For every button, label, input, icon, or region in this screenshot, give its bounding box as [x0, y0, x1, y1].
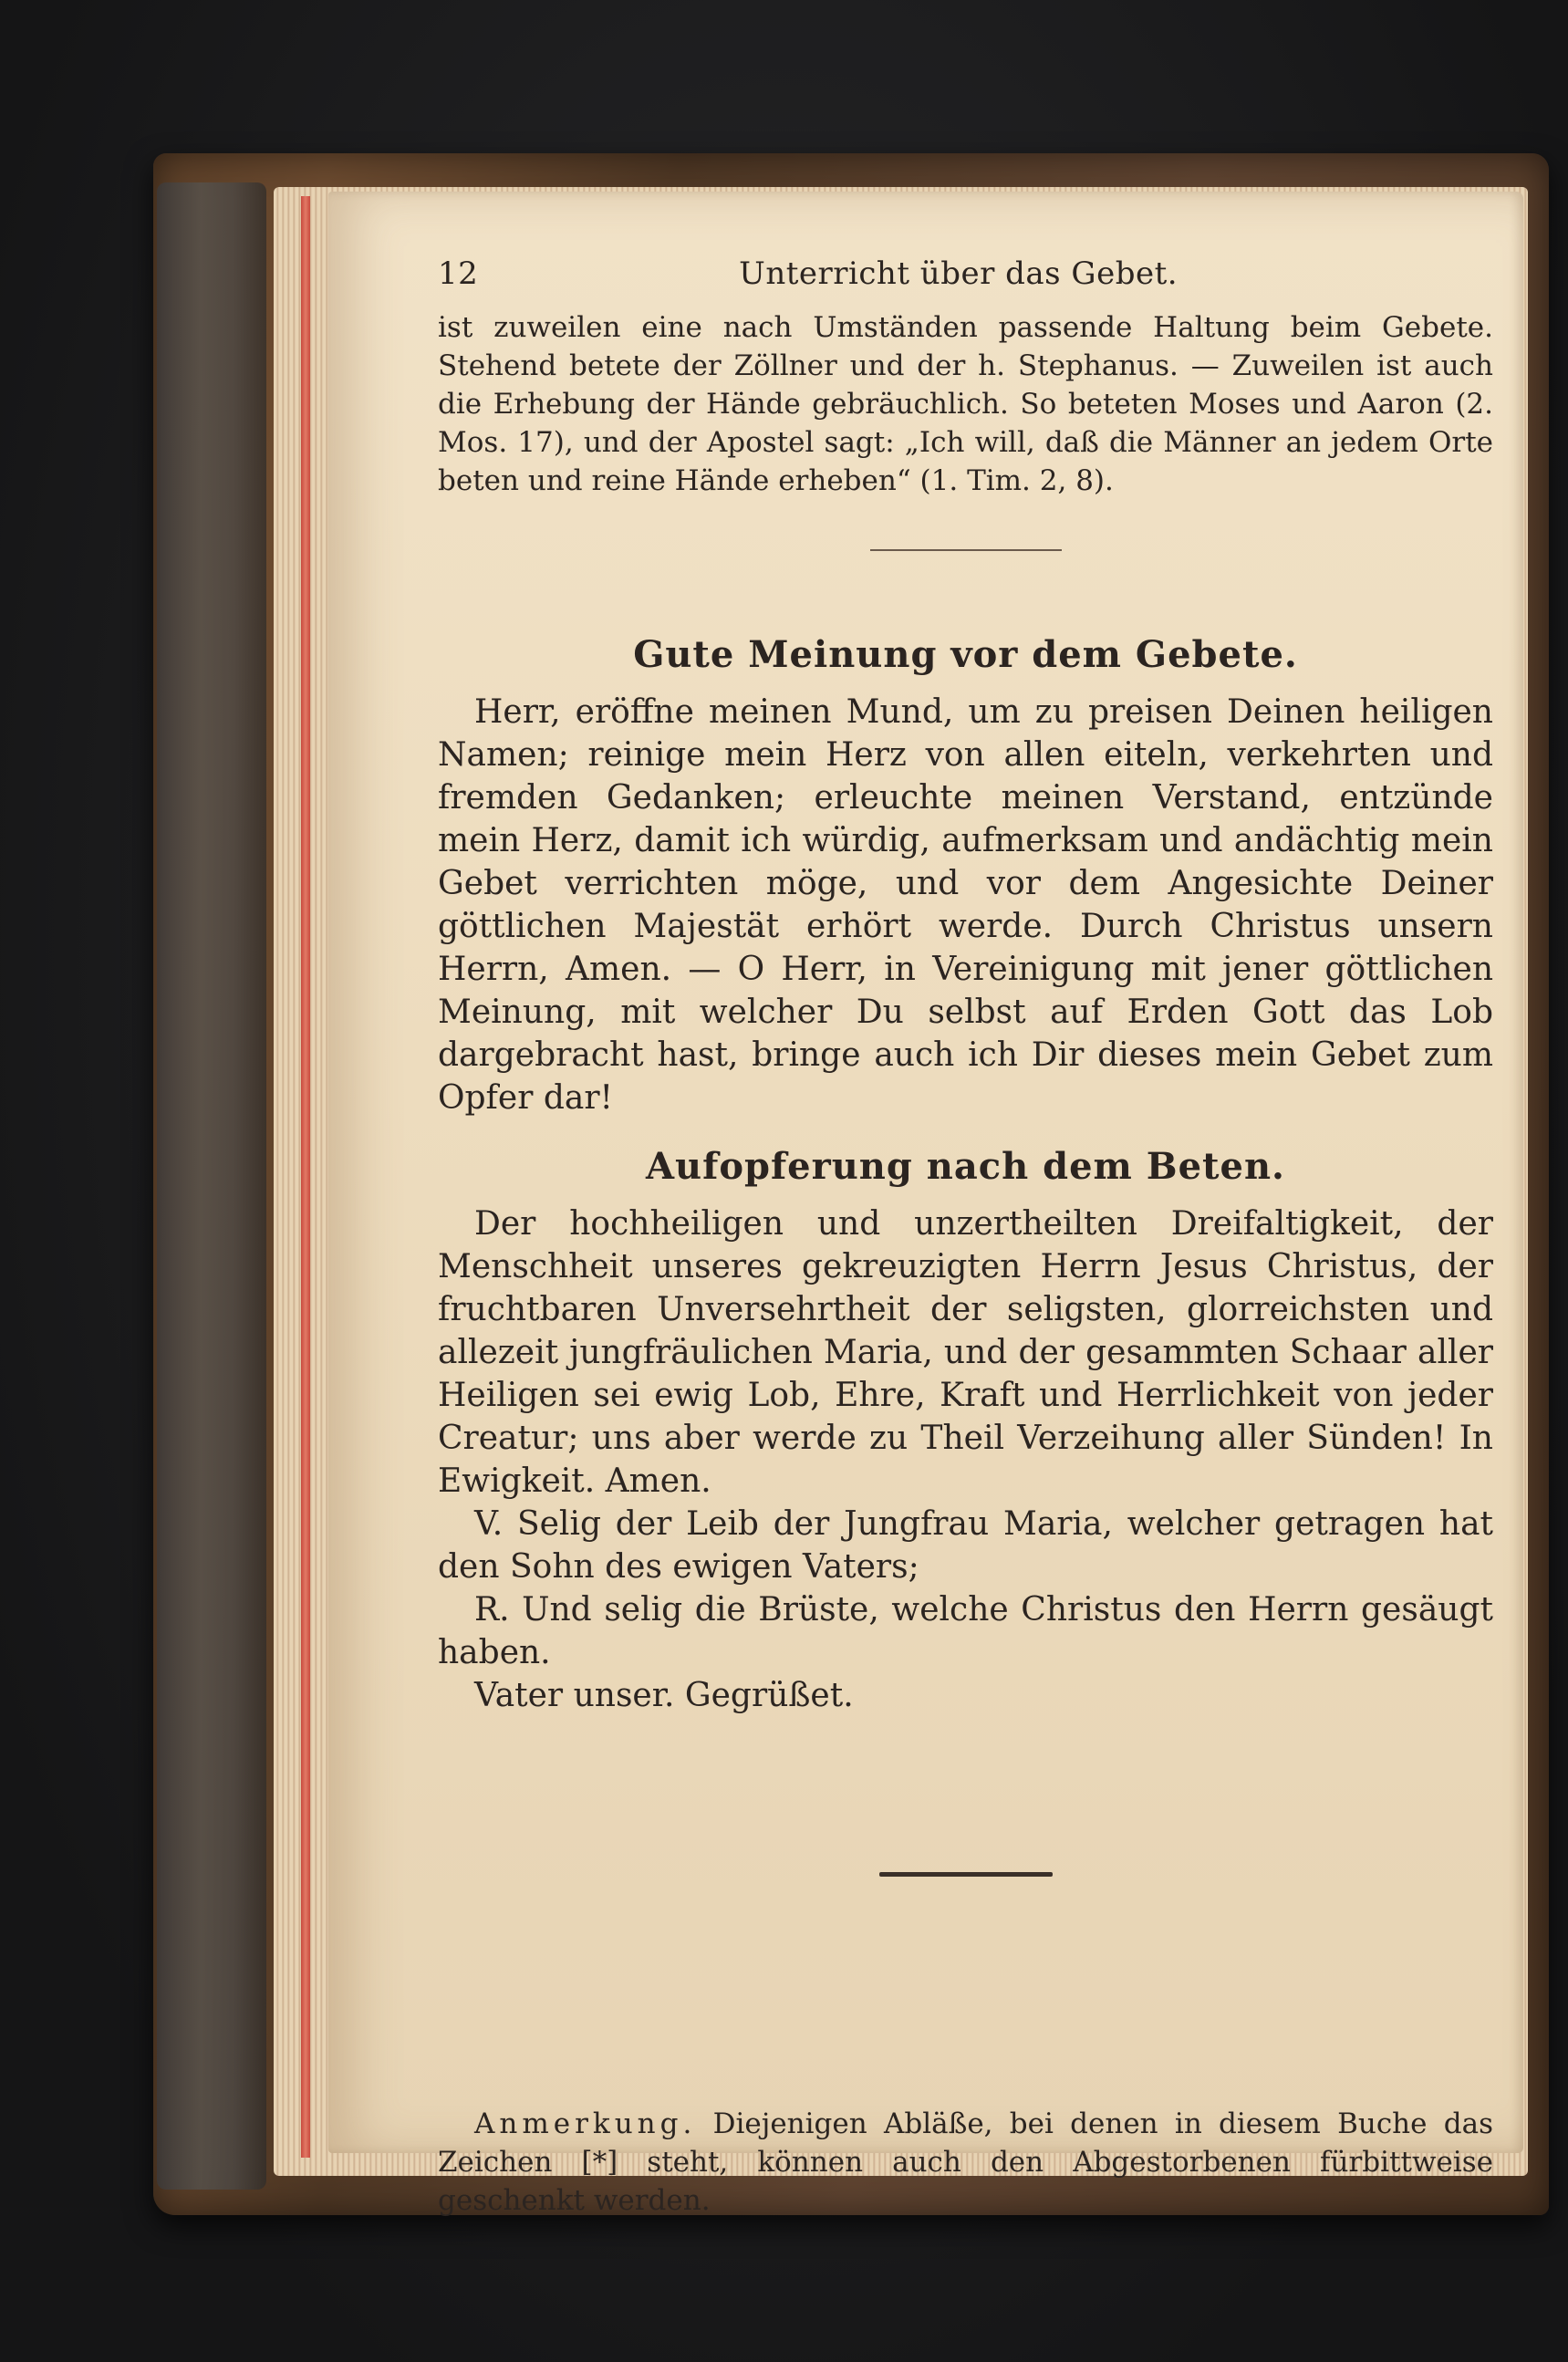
intro-paragraph: ist zuweilen eine nach Umständen passende Haltung beim Gebete. Stehend betete der Zöllner und der h. Stephanus. — Zuweilen ist auch die Erhebung der Hände gebräuchlich. So beteten Moses und Aaron (2. Mos. 17), und der Apostel sagt: „Ich will, daß die Männer an jedem Orte beten und reine Hände erheben“ (1. Tim. 2, 8). [438, 311, 1493, 497]
prayer-gute-meinung: Herr, eröffne meinen Mund, um zu preisen Deinen heiligen Namen; reinige mein Herz von allen eiteln, verkehrten und fremden Gedanken; erleuchte meinen Verstand, entzünde mein Herz, damit ich würdig, aufmerksam und andächtig mein Gebet verrichten möge, und vor dem Angesichte Deiner göttlichen Majestät erhört werde. Durch Christus unsern Herrn, Amen. — O Herr, in Vereinigung mit jener göttlichen Meinung, mit welcher Du selbst auf Erden Gott das Lob dargebracht hast, bringe auch ich Dir dieses mein Gebet zum Opfer dar! [438, 693, 1493, 1117]
section-heading-gute-meinung: Gute Meinung vor dem Gebete. [633, 633, 1298, 676]
response: R. Und selig die Brüste, welche Christus den Herrn gesäugt haben. [438, 1591, 1493, 1671]
footnote-label: Anmerkung. [474, 2107, 697, 2140]
running-title: Unterricht über das Gebet. [739, 255, 1179, 292]
page-content [438, 255, 1493, 2220]
page-header [438, 255, 1493, 292]
prayer-aufopferung: Der hochheiligen und unzertheilten Dreifaltigkeit, der Menschheit unseres gekreuzigten Herrn Jesus Christus, der fruchtbaren Unversehrtheit der seligsten, glorreichsten und allezeit jungfräulichen Maria, und der gesammten Schaar aller Heiligen sei ewig Lob, Ehre, Kraft und Herrlichkeit von jeder Creatur; uns aber werde zu Theil Verzeihung aller Sünden! In Ewigkeit. Amen. [438, 1205, 1493, 1500]
section-heading-aufopferung: Aufopferung nach dem Beten. [646, 1145, 1285, 1188]
closing-prayers: Vater unser. Gegrüßet. [474, 1677, 854, 1714]
footnote-text: Diejenigen Abläße, bei denen in diesem Buche das Zeichen [*] steht, können auch den Abgestorbenen fürbittweise geschenkt werden. [438, 2107, 1494, 2217]
footnote [438, 2105, 1493, 2220]
page-number: 12 [438, 255, 479, 292]
book-spine [157, 182, 266, 2190]
book-page [328, 192, 1523, 2217]
end-ornament-rule [879, 1872, 1053, 1877]
red-page-edge [301, 196, 310, 2158]
section-divider [870, 549, 1062, 551]
versicle: V. Selig der Leib der Jungfrau Maria, welcher getragen hat den Sohn des ewigen Vaters; [438, 1505, 1493, 1586]
